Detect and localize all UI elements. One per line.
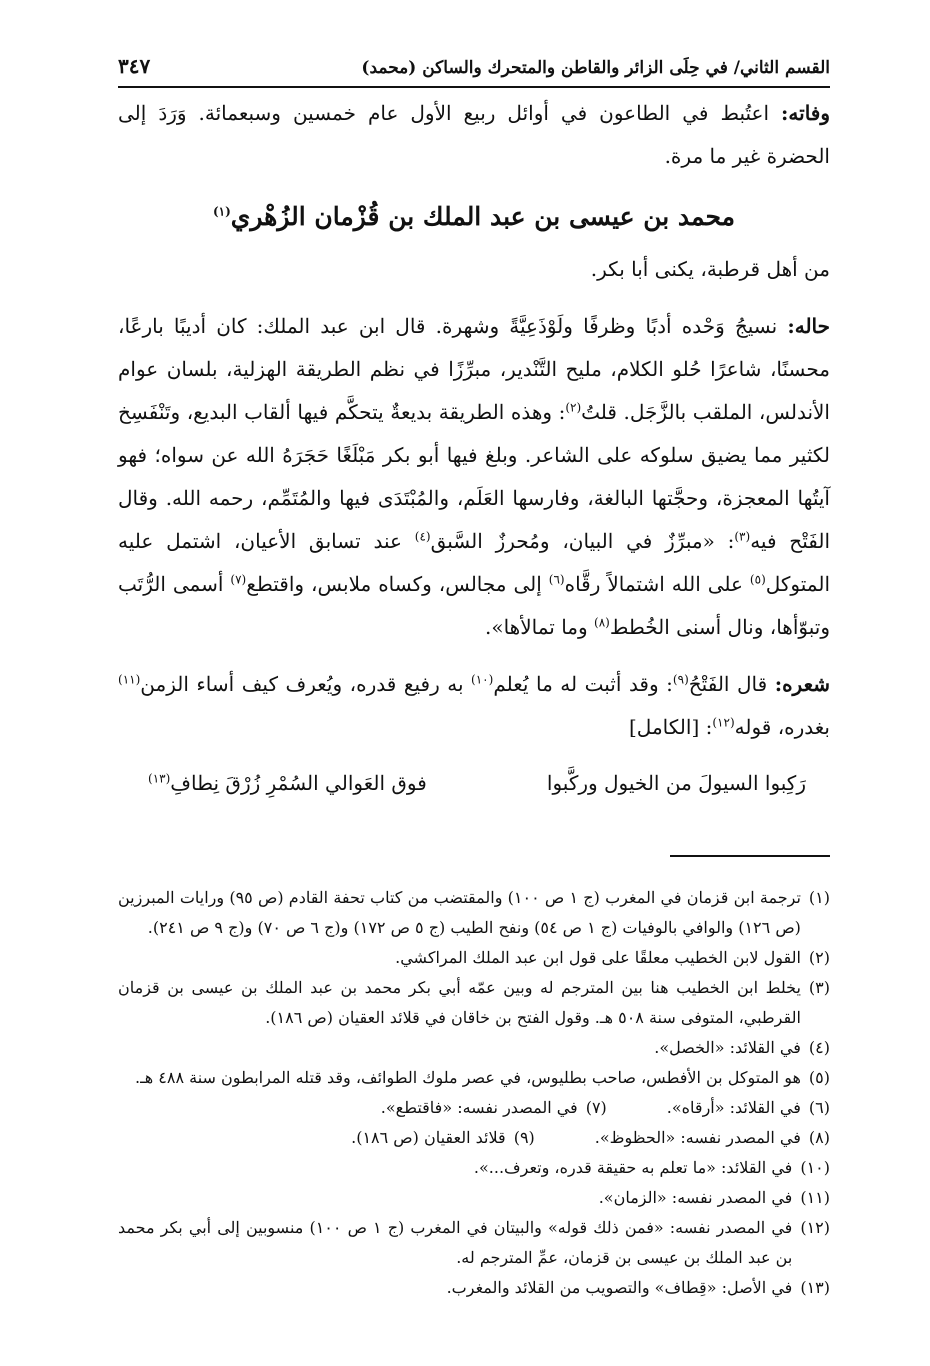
- footnote-2: [118, 943, 830, 973]
- footnote-ref-1: (١): [212, 204, 231, 219]
- footnote-9: [351, 1123, 535, 1153]
- footnote-number: (٦): [808, 1098, 830, 1117]
- footnote-number: (٥): [808, 1068, 830, 1087]
- footnote-number: (٧): [585, 1098, 607, 1117]
- footnote-number: (١١): [800, 1188, 830, 1207]
- footnote-7: [381, 1093, 607, 1123]
- footnote-ref-8: (٨): [594, 615, 610, 630]
- hal-text-7: أسمى الرُّتَب وتبوّأها، ونال أسنى الخُطط: [118, 572, 830, 639]
- hal-text-4: عند تسابق الأعيان، اشتمل عليه المتوكل: [118, 529, 830, 596]
- footnote-11: [118, 1183, 830, 1213]
- poetry-text-3: به رفيع قدره، ويُعرف كيف أساء الزمن: [140, 672, 472, 696]
- footnote-number: (٨): [808, 1128, 830, 1147]
- header-rule: [118, 86, 830, 88]
- poetry-text-1: قال الفَتْحُ: [688, 672, 775, 696]
- footnote-13: [118, 1273, 830, 1303]
- footnote-ref-4: (٤): [414, 529, 431, 544]
- footnote-number: (١٠): [800, 1158, 830, 1177]
- verse-second-hemistich: [148, 763, 427, 803]
- footnote-4: [118, 1033, 830, 1063]
- footnote-number: (١): [808, 888, 830, 907]
- origin-line: من أهل قرطبة، يكنى أبا بكر.: [590, 257, 830, 281]
- poetry-label: شعره:: [774, 672, 830, 696]
- hal-text-8: وما تمالأها».: [484, 615, 595, 639]
- footnote-ref-5: (٥): [749, 572, 766, 587]
- hal-text-1: نسيجُ وَحْده أدبًا وظرفًا ولَوْذَعِيَّةً وشهرة. قال ابن عبد الملك: كان أديبًا بارعًا، محسنًا، شاعرًا حُلو الكلام، مليح التَّنْدير، مبرِّزًا في نظم الطريقة الهزلية، بلسان عوام الأندلس، الملقب بالزَّجَل. قلتُ: [118, 314, 830, 424]
- footnote-text: قلائد العقيان (ص ١٨٦).: [351, 1128, 506, 1147]
- footnote-text: في المصدر نفسه: «الحظوظ».: [594, 1128, 801, 1147]
- footnote-ref-6: (٦): [548, 572, 565, 587]
- footnotes: [118, 883, 830, 1303]
- footnote-pair-8-9: [118, 1123, 830, 1153]
- death-label: وفاته:: [781, 101, 830, 125]
- main-text: [118, 92, 830, 803]
- poetry-paragraph: [118, 663, 830, 749]
- footnote-number: (٩): [513, 1128, 535, 1147]
- footnote-5: [118, 1063, 830, 1093]
- footnote-3: [118, 973, 830, 1033]
- footnote-ref-11: (١١): [118, 672, 141, 687]
- footnote-ref-12: (١٢): [712, 715, 735, 730]
- footnote-text: في المصدر نفسه: «فاقتطع».: [380, 1098, 578, 1117]
- hal-text-5: على الله اشتمالاً رقَّاه: [564, 572, 750, 596]
- footnote-text: ترجمة ابن قزمان في المغرب (ج ١ ص ١٠٠) والمقتضب من كتاب تحفة القادم (ص ٩٥) ورايات المبرزين (ص ١٢٦) والوافي بالوفيات (ج ١ ص ٥٤) ونفح الطيب (ج ٥ ص ١٧٢) و(ج ٦ ص ٧٠) و(ج ٩ ص ٢٤١).: [118, 888, 801, 937]
- hal-text-2: : وهذه الطريقة بديعةٌ يتحكَّم فيها ألقاب البديع، وتَنْفَسِخ لكثير مما يضيق سلوكه على الشاعر. وبلغ فيها أبو بكر مَبْلَغًا حَجَرَهُ الله عن سواه؛ فهو آيتُها المعجزة، وحجَّتها البالغة، وفارسها العَلَم، والمُبْتَدَى فيها والمُتَمِّم، رحمه الله. وقال الفَتْح فيه: [118, 400, 831, 553]
- footnote-12: [118, 1213, 830, 1273]
- footnote-ref-9: (٩): [672, 672, 689, 687]
- hal-paragraph: [118, 305, 830, 649]
- footnote-pair-6-7: [118, 1093, 830, 1123]
- footnote-ref-10: (١٠): [471, 672, 494, 687]
- footnote-text: في الأصل: «قِطاف» والتصويب من القلائد والمغرب.: [446, 1278, 793, 1297]
- footnote-number: (٤): [808, 1038, 830, 1057]
- hal-text-3: : «مبرِّزٌ في البيان، ومُحرزٌ السَّبق: [430, 529, 735, 553]
- footnote-8: [595, 1123, 830, 1153]
- poetry-text-4: بغدره، قوله: [734, 715, 830, 739]
- running-head: [118, 52, 830, 84]
- footnote-10: [118, 1153, 830, 1183]
- verse-first-hemistich: رَكِبوا السيولَ من الخيول وركَّبوا: [546, 771, 806, 795]
- verse-second-hemistich-text: فوق العَوالي السُمْرِ زُرْقَ نِطافِ: [170, 771, 427, 795]
- hal-text-6: إلى مجالس، وكساه ملابس، واقتطع: [246, 572, 549, 596]
- running-head-title: القسم الثاني/ في حِلَى الزائر والقاطن والمتحرك والساكن (محمد): [361, 58, 830, 78]
- footnote-ref-2: (٢): [565, 400, 582, 415]
- footnote-ref-3: (٣): [734, 529, 751, 544]
- book-page: [118, 52, 830, 1332]
- footnote-number: (٣): [808, 978, 830, 997]
- footnote-number: (٢): [808, 948, 830, 967]
- verse-line: [118, 763, 830, 803]
- footnote-text: في القلائد: «الخصل».: [654, 1038, 801, 1057]
- footnote-text: في المصدر نفسه: «فمن ذلك قوله» والبيتان في المغرب (ج ١ ص ١٠٠) منسوبين إلى أبي بكر محمد بن عبد الملك بن عيسى بن قزمان، عمِّ المترجم له.: [118, 1218, 793, 1267]
- footnote-number: (١٢): [800, 1218, 830, 1237]
- footnote-rule: [670, 855, 830, 857]
- footnote-number: (١٣): [800, 1278, 830, 1297]
- hal-label: حاله:: [787, 314, 830, 338]
- footnote-text: في القلائد: «أرقاه».: [666, 1098, 801, 1117]
- footnote-text: هو المتوكل بن الأفطس، صاحب بطليوس، في عصر ملوك الطوائف، وقد قتله المرابطون سنة ٤٨٨ هـ.: [134, 1068, 801, 1087]
- death-text: اعتُبط في الطاعون في أوائل ربيع الأول عام خمسين وسبعمائة. وَرَدَ إلى الحضرة غير ما مرة.: [118, 101, 830, 168]
- footnote-text: يخلط ابن الخطيب هنا بين المترجم له وبين عمّه أبي بكر محمد بن عبد الملك بن عيسى بن قزمان القرطبي، المتوفى سنة ٥٠٨ هـ. وقول الفتح بن خاقان في قلائد العقيان (ص ١٨٦).: [118, 978, 801, 1027]
- footnote-6: [667, 1093, 830, 1123]
- biography-heading: [118, 186, 830, 248]
- footnote-ref-7: (٧): [230, 572, 247, 587]
- biography-heading-text: محمد بن عيسى بن عبد الملك بن قُزْمان الزُهْري: [230, 202, 736, 231]
- death-paragraph: [118, 92, 830, 178]
- footnote-1: [118, 883, 830, 943]
- footnote-text: في القلائد: «ما تعلم به حقيقة قدره، وتعرف...».: [473, 1158, 793, 1177]
- footnote-ref-13: (١٣): [148, 771, 171, 786]
- poetry-text-2: : وقد أثبت له ما يُعلم: [493, 672, 673, 696]
- poetry-text-5: : [الكامل]: [629, 715, 713, 739]
- footnote-text: القول لابن الخطيب معلقًا على قول ابن عبد الملك المراكشي.: [395, 948, 801, 967]
- page-number: ٣٤٧: [118, 54, 151, 78]
- footnote-text: في المصدر نفسه: «الزمان».: [598, 1188, 793, 1207]
